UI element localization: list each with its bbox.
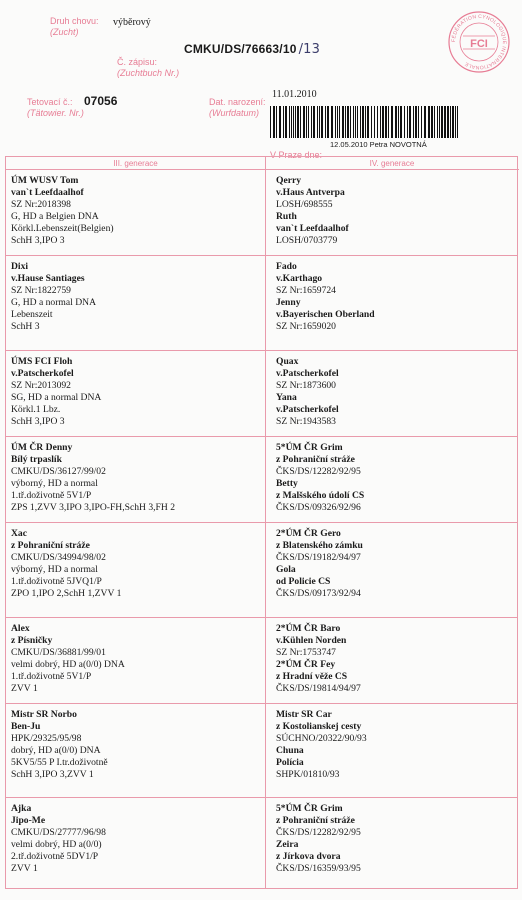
barcode-bar — [303, 106, 305, 138]
ancestor-detail: SZ Nr:1873600 — [276, 380, 336, 391]
ancestor-detail: CMKU/DS/36881/99/01 — [11, 647, 106, 658]
barcode-bar — [437, 106, 438, 138]
ancestor-cell-iv — [276, 356, 339, 428]
seal-ring-text: FÉDÉRATION CYNOLOGIQUE INTERNATIONALE — [450, 13, 508, 71]
ancestor-name: ÚMS FCI Floh — [11, 356, 73, 367]
barcode-bar — [342, 106, 344, 138]
barcode-bar — [371, 106, 372, 138]
ancestor-cell-iii — [11, 175, 114, 247]
column-header-iv: IV. generace — [265, 157, 519, 170]
ancestor-kennel: v.Patscherkofel — [276, 404, 339, 415]
ancestor-detail: G, HD a Belgien DNA — [11, 211, 99, 222]
ancestor-detail: HPK/29325/95/98 — [11, 733, 82, 744]
barcode-bar — [300, 106, 301, 138]
ancestor-detail: ZPS 1,ZVV 3,IPO 3,IPO-FH,SchH 3,FH 2 — [11, 502, 176, 513]
fci-seal-stamp — [447, 10, 511, 74]
row-divider — [6, 703, 517, 704]
ancestor-detail: ZVV 1 — [11, 863, 38, 874]
barcode-bar — [439, 106, 440, 138]
ancestor-detail: CMKU/DS/34994/98/02 — [11, 552, 106, 563]
ancestor-name: ÚM WUSV Tom — [11, 175, 79, 186]
ancestor-detail: SZ Nr:1822759 — [11, 285, 71, 296]
registration-number: CMKU/DS/76663/10 /13 — [184, 42, 321, 57]
barcode-bar — [434, 106, 435, 138]
ancestor-detail: SZ Nr:1753747 — [276, 647, 336, 658]
barcode-bar — [380, 106, 381, 138]
ancestor-cell-iv — [276, 528, 363, 600]
ancestor-detail: SZ Nr:2018398 — [11, 199, 71, 210]
ancestor-kennel: z Hradní věže CS — [276, 671, 348, 682]
ancestor-kennel: v.Patscherkofel — [11, 368, 74, 379]
ancestor-name: Alex — [11, 623, 30, 634]
ancestor-detail: SHPK/01810/93 — [276, 769, 340, 780]
barcode-bar — [321, 106, 323, 138]
ancestor-detail: ČKS/DS/12282/92/95 — [276, 466, 361, 477]
ancestor-detail: ČKS/DS/09173/92/94 — [276, 588, 361, 599]
ancestor-detail: LOSH/0703779 — [276, 235, 338, 246]
barcode-bar — [374, 106, 375, 138]
barcode-bar — [279, 106, 281, 138]
barcode-bar — [357, 106, 358, 138]
ancestor-kennel: v.Patscherkofel — [276, 368, 339, 379]
barcode-bar — [455, 106, 456, 138]
row-divider — [6, 350, 517, 351]
row-divider — [6, 255, 517, 256]
barcode-bar — [377, 106, 378, 138]
ancestor-cell-iii — [11, 261, 96, 333]
ancestor-detail: ČKS/DS/19182/94/97 — [276, 552, 361, 563]
registration-handwritten-suffix: /13 — [298, 42, 321, 57]
barcode-bar — [415, 106, 417, 138]
ancestor-name: Mistr SR Car — [276, 709, 332, 720]
ancestor-name: ÚM ČR Denny — [11, 442, 73, 453]
ancestor-kennel: van`t Leefdaalhof — [276, 223, 349, 234]
ancestor-name: 2*ÚM ČR Gero — [276, 528, 341, 539]
ancestor-kennel: v.Hause Santiages — [11, 273, 85, 284]
barcode-bar — [313, 106, 315, 138]
ancestor-detail: ČKS/DS/09326/92/96 — [276, 502, 361, 513]
barcode-bar — [452, 106, 454, 138]
barcode-bar — [450, 106, 451, 138]
ancestor-detail: 5KV5/55 P I.tr.doživotně — [11, 757, 108, 768]
ancestor-kennel: Yana — [276, 392, 297, 403]
ancestor-kennel: z Kostolianskej cesty — [276, 721, 362, 732]
barcode-bar — [345, 106, 346, 138]
barcode-bar — [457, 106, 458, 138]
barcode-bar — [270, 106, 271, 138]
ancestor-detail: Lebenszeit — [11, 309, 53, 320]
ancestor-detail: výborný, HD a normal — [11, 564, 98, 575]
ancestor-cell-iv — [276, 803, 361, 875]
ancestor-kennel: Gola — [276, 564, 296, 575]
ancestor-name: 2*ÚM ČR Baro — [276, 623, 341, 634]
ancestor-kennel: od Policie CS — [276, 576, 331, 587]
barcode-bar — [404, 106, 405, 138]
barcode-bar — [335, 106, 336, 138]
row-divider — [6, 797, 517, 798]
birth-date: 11.01.2010 — [272, 89, 317, 100]
ancestor-kennel: Jenny — [276, 297, 301, 308]
barcode-bar — [311, 106, 312, 138]
ancestor-detail: SchH 3,IPO 3 — [11, 235, 65, 246]
barcode-bar — [293, 106, 294, 138]
ancestor-kennel: Polícia — [276, 757, 304, 768]
barcode-bar — [407, 106, 408, 138]
barcode-bar — [308, 106, 309, 138]
ancestor-kennel: Ben-Ju — [11, 721, 41, 732]
barcode — [268, 106, 462, 138]
ancestor-detail: SZ Nr:1659724 — [276, 285, 336, 296]
barcode-bar — [421, 106, 422, 138]
barcode-bar — [273, 106, 275, 138]
ancestor-detail: Körkl.1 Lbz. — [11, 404, 61, 415]
barcode-bar — [382, 106, 384, 138]
row-divider — [6, 522, 517, 523]
ancestor-detail: ČKS/DS/12282/92/95 — [276, 827, 361, 838]
ancestor-kennel: v.Bayerischen Oberland — [276, 309, 375, 320]
barcode-bar — [327, 106, 329, 138]
ancestor-detail: SÚCHNO/20322/90/93 — [276, 733, 367, 744]
ancestor-cell-iii — [11, 803, 106, 875]
barcode-bar — [413, 106, 414, 138]
barcode-bar — [398, 106, 399, 138]
ancestor-name: 5*ÚM ČR Grim — [276, 442, 343, 453]
ancestor-kennel: 2*ÚM ČR Fey — [276, 659, 336, 670]
ancestor-detail: velmi dobrý, HD a(0/0) DNA — [11, 659, 125, 670]
pedigree-table — [5, 156, 518, 889]
ancestor-detail: 1.tř.doživotně 5V1/P — [11, 671, 92, 682]
ancestor-detail: G, HD a normal DNA — [11, 297, 96, 308]
ancestor-kennel: v.Haus Antverpa — [276, 187, 345, 198]
barcode-bar — [276, 106, 277, 138]
ancestor-kennel: z Pohraniční stráže — [276, 815, 355, 826]
ancestor-detail: SZ Nr:1659020 — [276, 321, 336, 332]
ancestor-detail: výborný, HD a normal — [11, 478, 98, 489]
ancestor-name: Dixi — [11, 261, 29, 272]
ancestor-name: Ajka — [11, 803, 32, 814]
ancestor-cell-iv — [276, 709, 367, 781]
ancestor-name: 5*ÚM ČR Grim — [276, 803, 343, 814]
ancestor-detail: Körkl.Lebenszeit(Belgien) — [11, 223, 114, 234]
barcode-bar — [319, 106, 320, 138]
barcode-bar — [409, 106, 411, 138]
druh-chovu-value: výběrový — [113, 17, 151, 28]
ancestor-name: Qerry — [276, 175, 302, 186]
ancestor-detail: SchH 3,IPO 3 — [11, 416, 65, 427]
barcode-bar — [418, 106, 419, 138]
barcode-bar — [350, 106, 351, 138]
ancestor-detail: CMKU/DS/36127/99/02 — [11, 466, 106, 477]
ancestor-kennel: Betty — [276, 478, 298, 489]
barcode-bar — [385, 106, 387, 138]
barcode-bar — [431, 106, 433, 138]
ancestor-detail: 1.tř.doživotně 5JVQ1/P — [11, 576, 102, 587]
ancestor-kennel: z Jírkova dvora — [276, 851, 341, 862]
ancestor-detail: 2.tř.doživotně 5DV1/P — [11, 851, 99, 862]
ancestor-detail: CMKU/DS/27777/96/98 — [11, 827, 106, 838]
barcode-bar — [360, 106, 361, 138]
barcode-bar — [317, 106, 318, 138]
ancestor-detail: SG, HD a normal DNA — [11, 392, 102, 403]
ancestor-kennel: Zeira — [276, 839, 299, 850]
barcode-bar — [347, 106, 349, 138]
ancestor-detail: SchH 3,IPO 3,ZVV 1 — [11, 769, 94, 780]
barcode-bar — [339, 106, 340, 138]
ancestor-detail: SZ Nr:1943583 — [276, 416, 336, 427]
ancestor-cell-iv — [276, 442, 364, 514]
barcode-bar — [283, 106, 284, 138]
ancestor-name: Quax — [276, 356, 299, 367]
ancestor-kennel: z Písničky — [11, 635, 53, 646]
barcode-bar — [325, 106, 326, 138]
barcode-bar — [428, 106, 430, 138]
tetovaci-label: Tetovací č.: (Tätowier. Nr.) — [27, 97, 84, 118]
barcode-bar — [337, 106, 338, 138]
ancestor-detail: ZVV 1 — [11, 683, 38, 694]
barcode-bar — [365, 106, 366, 138]
barcode-bar — [424, 106, 426, 138]
barcode-bar — [444, 106, 446, 138]
ancestor-kennel: z Malšského údolí CS — [276, 490, 365, 501]
barcode-bar — [447, 106, 449, 138]
ancestor-name: Mistr SR Norbo — [11, 709, 77, 720]
barcode-caption: 12.05.2010 Petra NOVOTNÁ — [330, 140, 427, 149]
ancestor-kennel: Bílý trpaslík — [11, 454, 62, 465]
barcode-bar — [388, 106, 389, 138]
ancestor-kennel: z Blatenského zámku — [276, 540, 363, 551]
barcode-bar — [331, 106, 333, 138]
ancestor-detail: dobrý, HD a(0/0) DNA — [11, 745, 101, 756]
ancestor-cell-iii — [11, 709, 108, 781]
barcode-bar — [353, 106, 354, 138]
barcode-bar — [367, 106, 369, 138]
ancestor-detail: velmi dobrý, HD a(0/0) — [11, 839, 102, 850]
ancestor-cell-iii — [11, 356, 101, 428]
barcode-bar — [441, 106, 443, 138]
ancestor-cell-iii — [11, 528, 121, 600]
barcode-bar — [285, 106, 287, 138]
ancestor-kennel: van`t Leefdaalhof — [11, 187, 84, 198]
ancestor-cell-iii — [11, 623, 125, 695]
ancestor-detail: LOSH/698555 — [276, 199, 333, 210]
ancestor-cell-iii — [11, 442, 175, 514]
ancestor-cell-iv — [276, 175, 349, 247]
place-date-label: V Praze dne: — [270, 150, 323, 160]
narozeni-label: Dat. narození: (Wurfdatum) — [209, 97, 266, 118]
ancestor-detail: 1.tř.doživotně 5V1/P — [11, 490, 92, 501]
barcode-bar — [400, 106, 402, 138]
ancestor-kennel: z Pohraniční stráže — [11, 540, 90, 551]
druh-chovu-label: Druh chovu: (Zucht) — [50, 16, 99, 37]
ancestor-detail: SZ Nr:2013092 — [11, 380, 71, 391]
ancestor-name: Xac — [11, 528, 27, 539]
ancestor-name: Fado — [276, 261, 297, 272]
barcode-bar — [355, 106, 356, 138]
ancestor-kennel: Chuna — [276, 745, 304, 756]
ancestor-kennel: Jipo-Me — [11, 815, 46, 826]
barcode-bar — [289, 106, 290, 138]
ancestor-cell-iv — [276, 261, 375, 333]
ancestor-detail: ČKS/DS/16359/93/95 — [276, 863, 361, 874]
ancestor-detail: ZPO 1,IPO 2,SchH 1,ZVV 1 — [11, 588, 122, 599]
ancestor-detail: SchH 3 — [11, 321, 40, 332]
ancestor-kennel: v.Karthago — [276, 273, 323, 284]
barcode-bar — [295, 106, 296, 138]
barcode-bar — [362, 106, 364, 138]
barcode-bar — [306, 106, 307, 138]
ancestor-kennel: v.Kühlen Norden — [276, 635, 347, 646]
barcode-bar — [395, 106, 397, 138]
ancestor-kennel: Ruth — [276, 211, 297, 222]
column-header-iii: III. generace — [6, 157, 265, 170]
row-divider — [6, 436, 517, 437]
ancestor-kennel: z Pohraniční stráže — [276, 454, 355, 465]
ancestor-cell-iv — [276, 623, 361, 695]
tattoo-number: 07056 — [84, 94, 118, 108]
zapis-label: Č. zápisu: (Zuchtbuch Nr.) — [117, 57, 180, 78]
barcode-bar — [297, 106, 299, 138]
seal-text: FCI — [470, 38, 488, 50]
barcode-bar — [291, 106, 292, 138]
ancestor-detail: ČKS/DS/19814/94/97 — [276, 683, 361, 694]
barcode-bar — [391, 106, 393, 138]
row-divider — [6, 617, 517, 618]
